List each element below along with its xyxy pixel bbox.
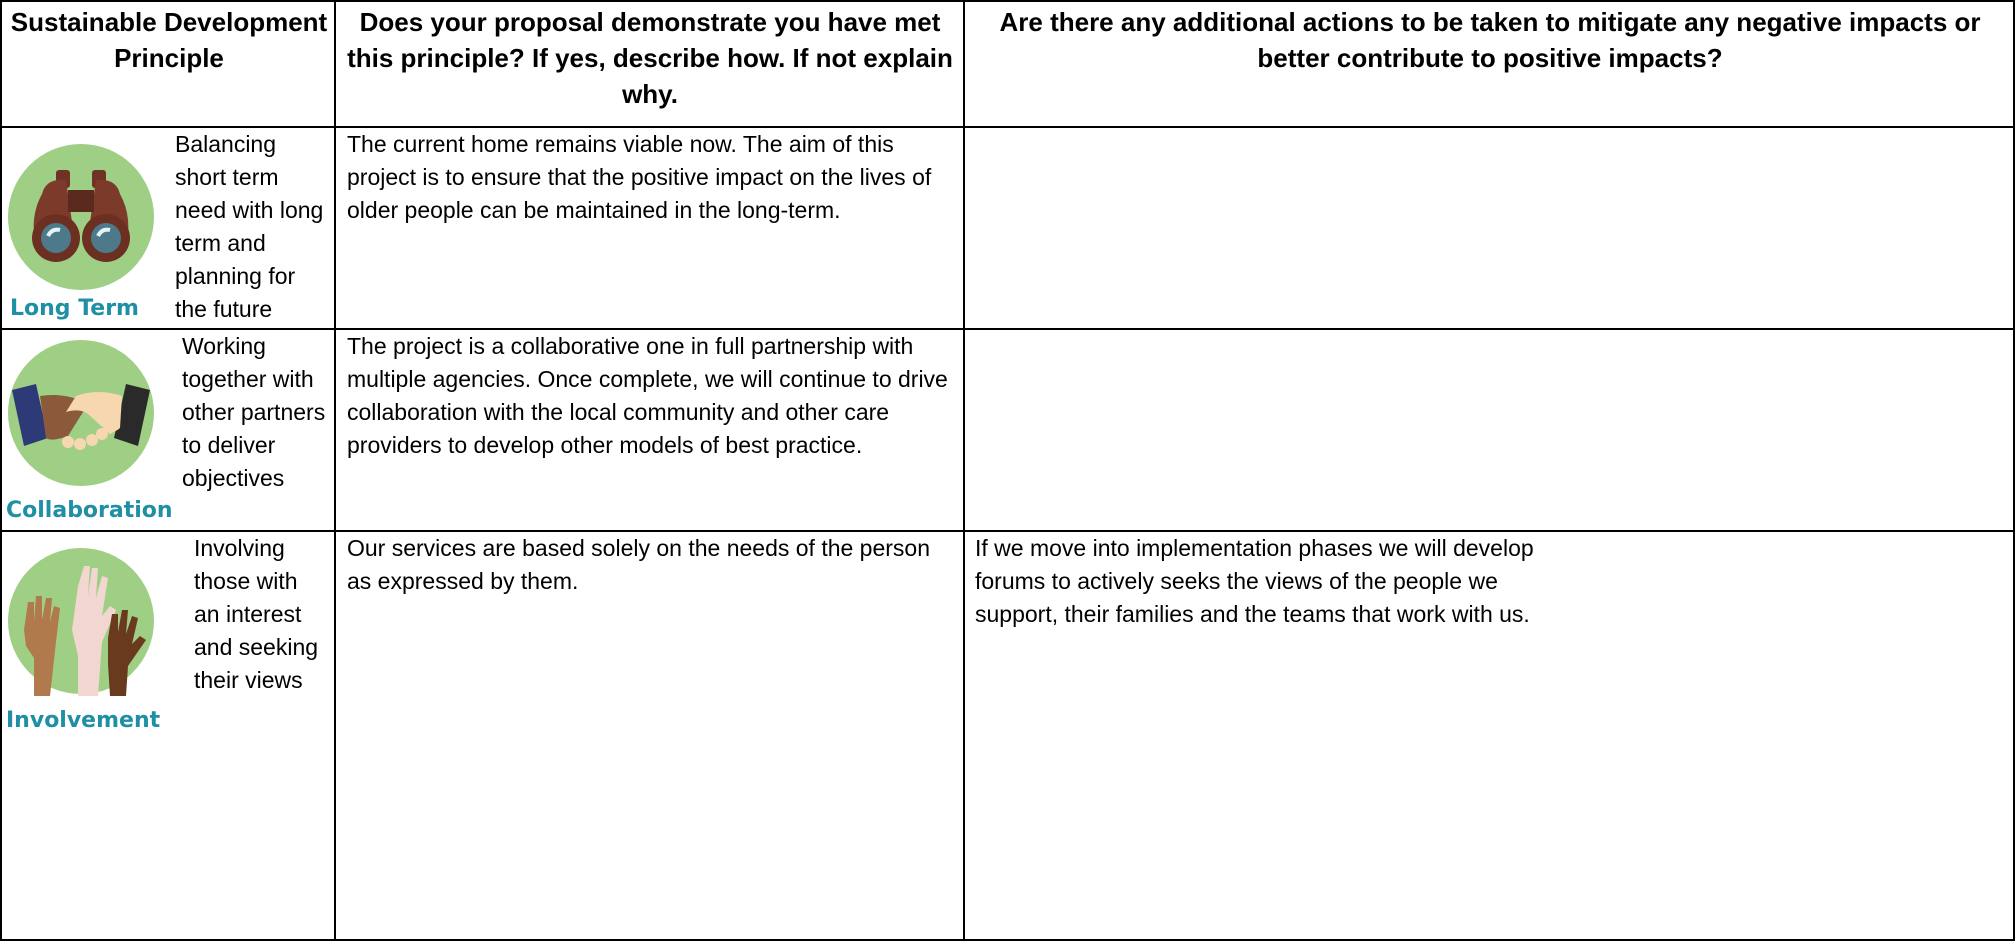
principle-collaboration: Working together with other partners to deliver objectives (182, 333, 326, 491)
handshake-icon (6, 338, 156, 493)
header-principle: Sustainable Development Principle (10, 7, 328, 73)
actions-involvement: If we move into implementation phases we will develop forums to actively seeks the views of the people we support, their families and the teams that work with us. (975, 535, 1534, 627)
binoculars-icon (6, 142, 156, 297)
table-border-top (0, 0, 2015, 2)
collaboration-label: Collaboration (6, 498, 173, 523)
response-involvement: Our services are based solely on the needs of the person as expressed by them. (347, 535, 931, 594)
long-term-label: Long Term (10, 296, 139, 321)
table-border-left (0, 0, 2, 941)
principle-involvement: Involving those with an interest and seeking their views (194, 535, 319, 693)
header-proposal: Does your proposal demonstrate you have met this principle? If yes, describe how. If not explain why. (347, 7, 953, 109)
response-collaboration: The project is a collaborative one in full partnership with multiple agencies. Once complete, we will continue to drive collaboration with the local community and other care providers to develop other models of best practice. (347, 333, 948, 458)
header-actions: Are there any additional actions to be taken to mitigate any negative impacts or better contribute to positive impacts? (999, 7, 1981, 73)
involvement-label: Involvement (6, 708, 161, 733)
raised-hands-icon (6, 546, 156, 701)
column-divider (963, 0, 965, 941)
principle-long-term: Balancing short term need with long term and planning for the future (175, 131, 324, 322)
column-divider (334, 0, 336, 941)
response-long-term: The current home remains viable now. The aim of this project is to ensure that the positive impact on the lives of older people can be maintained in the long-term. (347, 131, 932, 223)
